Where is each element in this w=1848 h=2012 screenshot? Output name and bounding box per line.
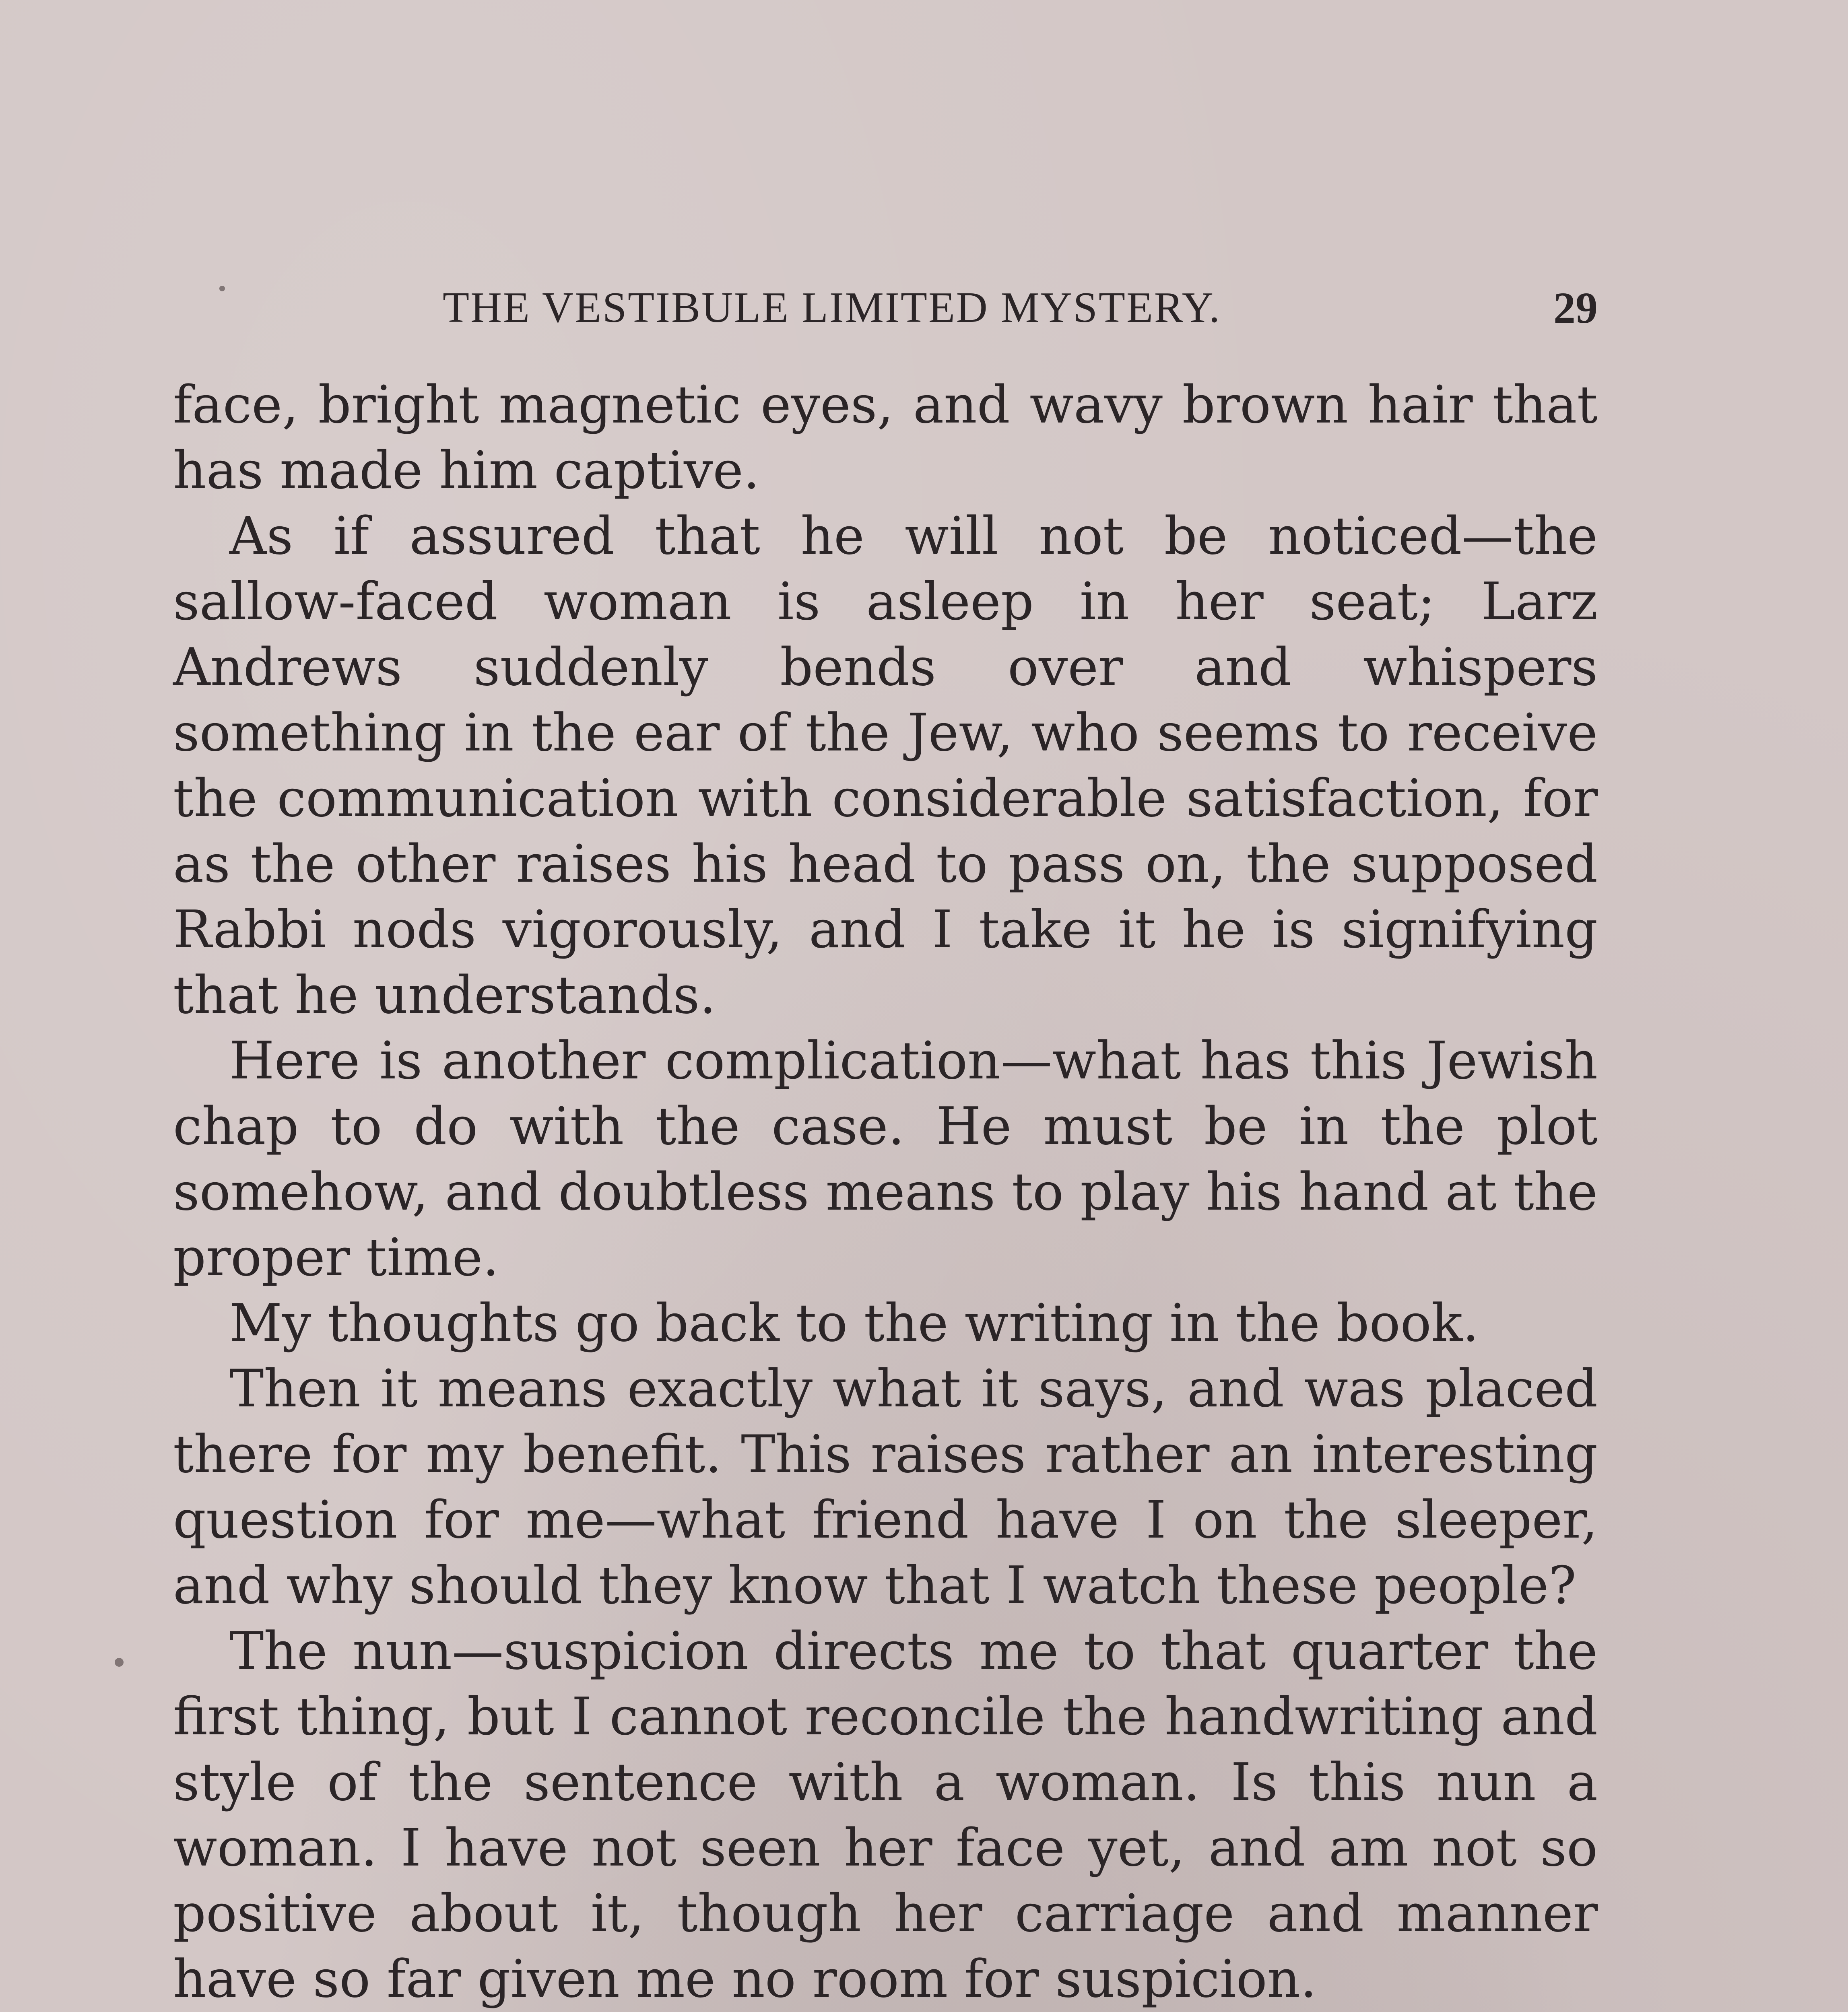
paragraph-6: The nun—suspicion directs me to that quarter the first thing, but I cannot reconcile the handwriting and style of the sentence with a woman. Is this nun a woman. I have not seen her face yet, and am not so positive about it, though her carriage and manner have so far given me no room for suspicion. xyxy=(173,1621,1598,2009)
paragraph-2: As if assured that he will not be noticed—the sallow-faced woman is asleep in her seat; Larz Andrews suddenly bends over and whispers something in the ear of the Jew, who seems to receive the communication with considerable satisfaction, for as the other raises his head to pass on, the supposed Rabbi nods vigorously, and I take it he is signifying that he understands. xyxy=(173,506,1598,1025)
paragraph-3: Here is another complication—what has this Jewish chap to do with the case. He must be in the plot somehow, and doubtless means to play his hand at the proper time. xyxy=(173,1031,1598,1288)
running-title: THE VESTIBULE LIMITED MYSTERY. xyxy=(443,284,1221,332)
body-text xyxy=(173,372,1598,2012)
ink-speck xyxy=(115,1658,124,1667)
paragraph-5: Then it means exactly what it says, and was placed there for my benefit. This raises rather an interesting question for me—what friend have I on the sleeper, and why should they know that I watch these people? xyxy=(173,1359,1598,1616)
paragraph-4: My thoughts go back to the writing in the book. xyxy=(229,1293,1479,1353)
ink-speck xyxy=(219,286,225,291)
paragraph-1: face, bright magnetic eyes, and wavy brown hair that has made him captive. xyxy=(173,375,1598,501)
page-header xyxy=(443,278,1598,338)
page-number: 29 xyxy=(1553,283,1598,332)
